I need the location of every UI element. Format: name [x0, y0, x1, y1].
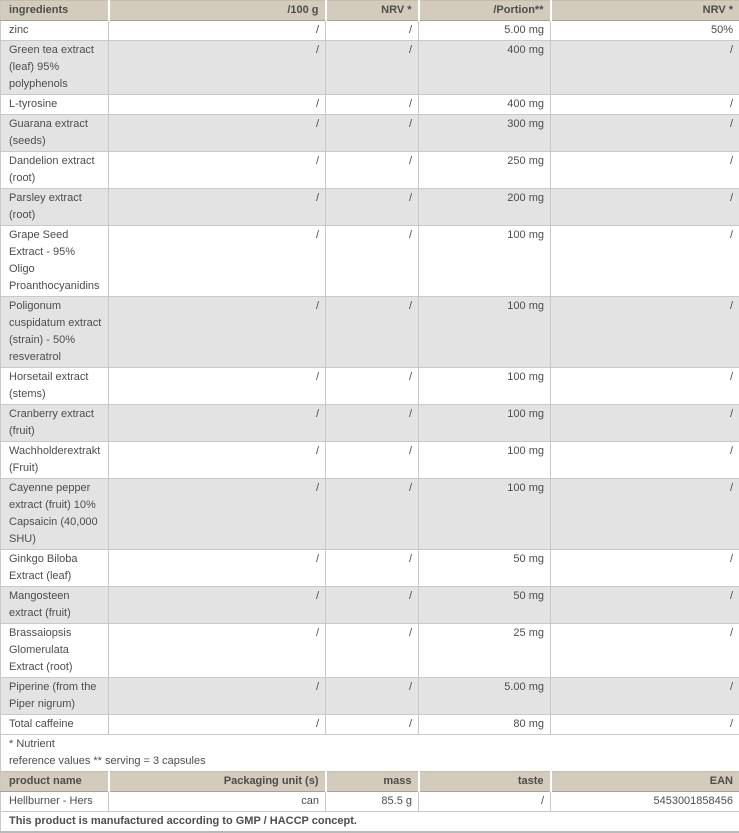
ingredient-name-cell: Horsetail extract (stems) — [1, 368, 109, 405]
header-row — [1, 1, 739, 21]
value-cell: / — [326, 21, 419, 41]
product-table — [0, 771, 739, 833]
product-tbody — [1, 792, 739, 812]
value-cell: 100 mg — [419, 368, 551, 405]
ingredient-name-cell: Parsley extract (root) — [1, 189, 109, 226]
ingredient-name-cell: Green tea extract (leaf) 95% polyphenols — [1, 41, 109, 95]
value-cell: / — [109, 368, 326, 405]
value-cell: / — [326, 152, 419, 189]
ingredient-name-cell: L-tyrosine — [1, 95, 109, 115]
col-header-nrv-portion: NRV * — [551, 1, 739, 21]
value-cell: / — [326, 550, 419, 587]
product-table-header — [1, 772, 739, 792]
value-cell: 5453001858456 — [551, 792, 739, 812]
ingredient-name-cell: Guarana extract (seeds) — [1, 115, 109, 152]
footnote-row — [1, 735, 739, 772]
ingredient-name-cell: Wachholderextrakt (Fruit) — [1, 442, 109, 479]
footnote-section — [1, 735, 739, 772]
col-header-packaging-unit: Packaging unit (s) — [109, 772, 326, 792]
value-cell: / — [551, 405, 739, 442]
ingredient-name-cell: Cranberry extract (fruit) — [1, 405, 109, 442]
footnote-line-1: * Nutrient — [9, 736, 731, 753]
value-cell: / — [109, 405, 326, 442]
value-cell: / — [109, 442, 326, 479]
table-row — [1, 226, 739, 297]
value-cell: / — [551, 678, 739, 715]
footnote-cell — [1, 735, 739, 772]
value-cell: / — [109, 115, 326, 152]
value-cell: / — [109, 95, 326, 115]
col-header-ingredients: ingredients — [1, 1, 109, 21]
col-header-ean: EAN — [551, 772, 739, 792]
value-cell: / — [551, 715, 739, 735]
value-cell: 250 mg — [419, 152, 551, 189]
table-row — [1, 21, 739, 41]
value-cell: / — [551, 297, 739, 368]
value-cell: / — [551, 479, 739, 550]
value-cell: 25 mg — [419, 624, 551, 678]
value-cell: / — [109, 152, 326, 189]
ingredient-name-cell: Cayenne pepper extract (fruit) 10% Capsaicin (40,000 SHU) — [1, 479, 109, 550]
value-cell: / — [326, 405, 419, 442]
col-header-product-name: product name — [1, 772, 109, 792]
value-cell: / — [551, 189, 739, 226]
col-header-per-100g: /100 g — [109, 1, 326, 21]
table-row — [1, 587, 739, 624]
value-cell: / — [551, 226, 739, 297]
value-cell: / — [109, 587, 326, 624]
value-cell: / — [551, 41, 739, 95]
value-cell: / — [326, 624, 419, 678]
table-row — [1, 405, 739, 442]
value-cell: 400 mg — [419, 41, 551, 95]
ingredients-tbody — [1, 21, 739, 735]
value-cell: 5.00 mg — [419, 21, 551, 41]
manufacture-note-row — [1, 812, 739, 833]
value-cell: 400 mg — [419, 95, 551, 115]
value-cell: / — [326, 368, 419, 405]
manufacture-note-section — [1, 812, 739, 833]
col-header-per-portion: /Portion** — [419, 1, 551, 21]
ingredient-name-cell: Dandelion extract (root) — [1, 152, 109, 189]
value-cell: / — [109, 624, 326, 678]
manufacture-note-cell: This product is manufactured according to GMP / HACCP concept. — [1, 812, 739, 833]
ingredient-name-cell: Piperine (from the Piper nigrum) — [1, 678, 109, 715]
value-cell: / — [109, 226, 326, 297]
value-cell: / — [551, 152, 739, 189]
value-cell: 5.00 mg — [419, 678, 551, 715]
value-cell: / — [326, 189, 419, 226]
value-cell: 200 mg — [419, 189, 551, 226]
table-row — [1, 792, 739, 812]
value-cell: / — [326, 587, 419, 624]
ingredient-name-cell: Mangosteen extract (fruit) — [1, 587, 109, 624]
ingredient-name-cell: zinc — [1, 21, 109, 41]
value-cell: 85.5 g — [326, 792, 419, 812]
value-cell: / — [109, 41, 326, 95]
table-row — [1, 152, 739, 189]
value-cell: / — [551, 95, 739, 115]
ingredients-table-header — [1, 1, 739, 21]
value-cell: 100 mg — [419, 297, 551, 368]
value-cell: / — [326, 715, 419, 735]
ingredient-name-cell: Brassaiopsis Glomerulata Extract (root) — [1, 624, 109, 678]
value-cell: 50 mg — [419, 587, 551, 624]
value-cell: / — [551, 624, 739, 678]
value-cell: / — [109, 715, 326, 735]
table-row — [1, 95, 739, 115]
value-cell: / — [109, 479, 326, 550]
value-cell: 50 mg — [419, 550, 551, 587]
value-cell: / — [326, 41, 419, 95]
table-row — [1, 297, 739, 368]
col-header-taste: taste — [419, 772, 551, 792]
value-cell: / — [551, 442, 739, 479]
value-cell: / — [551, 368, 739, 405]
footnote-line-2: reference values ** serving = 3 capsules — [9, 753, 731, 770]
ingredient-name-cell: Grape Seed Extract - 95% Oligo Proanthocyanidins — [1, 226, 109, 297]
product-name-cell: Hellburner - Hers — [1, 792, 109, 812]
value-cell: 100 mg — [419, 442, 551, 479]
value-cell: / — [326, 115, 419, 152]
table-row — [1, 624, 739, 678]
table-row — [1, 442, 739, 479]
value-cell: / — [551, 587, 739, 624]
value-cell: can — [109, 792, 326, 812]
value-cell: 100 mg — [419, 226, 551, 297]
value-cell: 100 mg — [419, 479, 551, 550]
value-cell: / — [419, 792, 551, 812]
value-cell: / — [109, 189, 326, 226]
col-header-nrv-100g: NRV * — [326, 1, 419, 21]
ingredient-name-cell: Total caffeine — [1, 715, 109, 735]
table-row — [1, 41, 739, 95]
value-cell: / — [551, 550, 739, 587]
table-row — [1, 715, 739, 735]
value-cell: / — [326, 479, 419, 550]
value-cell: 50% — [551, 21, 739, 41]
table-row — [1, 368, 739, 405]
value-cell: 100 mg — [419, 405, 551, 442]
ingredient-name-cell: Ginkgo Biloba Extract (leaf) — [1, 550, 109, 587]
value-cell: / — [326, 226, 419, 297]
ingredient-name-cell: Poligonum cuspidatum extract (strain) - 50% resveratrol — [1, 297, 109, 368]
table-row — [1, 479, 739, 550]
col-header-mass: mass — [326, 772, 419, 792]
table-row — [1, 189, 739, 226]
value-cell: 80 mg — [419, 715, 551, 735]
value-cell: 300 mg — [419, 115, 551, 152]
header-row — [1, 772, 739, 792]
value-cell: / — [326, 95, 419, 115]
value-cell: / — [109, 21, 326, 41]
value-cell: / — [109, 678, 326, 715]
value-cell: / — [326, 297, 419, 368]
value-cell: / — [551, 115, 739, 152]
value-cell: / — [109, 297, 326, 368]
value-cell: / — [326, 442, 419, 479]
table-row — [1, 115, 739, 152]
value-cell: / — [109, 550, 326, 587]
value-cell: / — [326, 678, 419, 715]
table-row — [1, 550, 739, 587]
table-row — [1, 678, 739, 715]
